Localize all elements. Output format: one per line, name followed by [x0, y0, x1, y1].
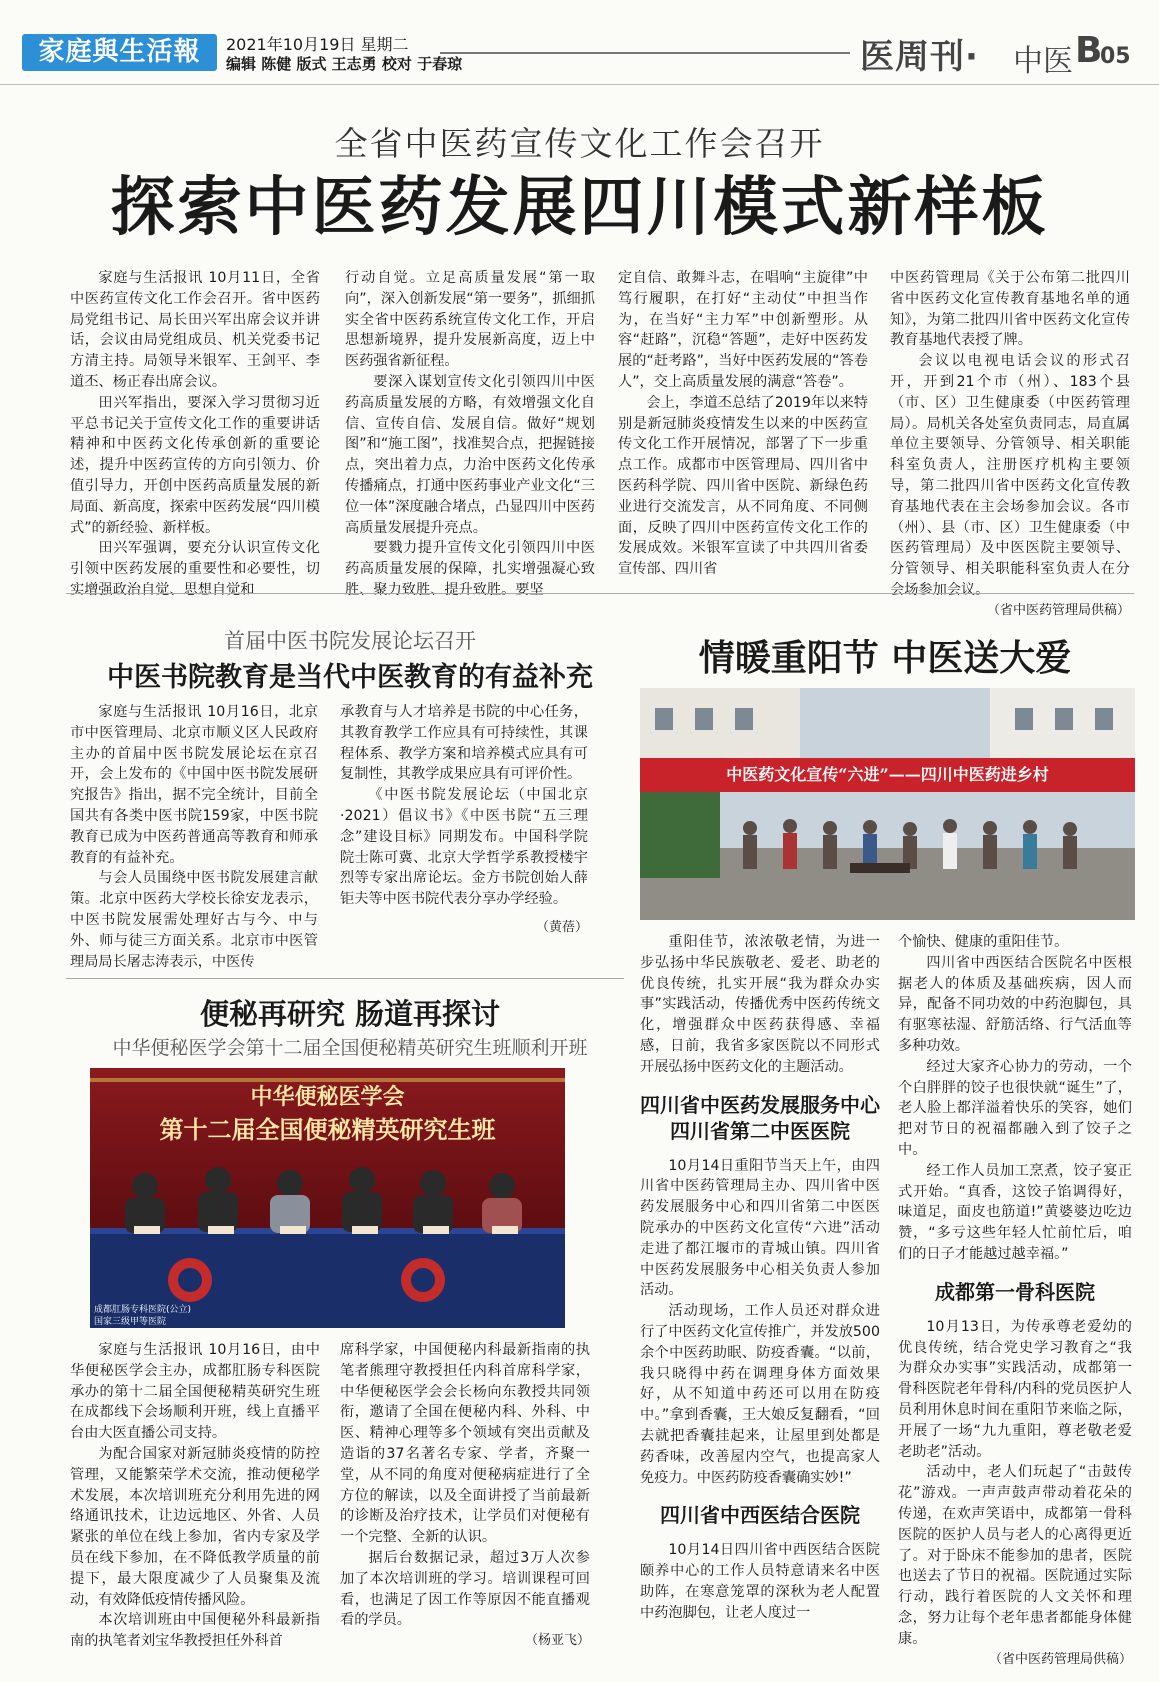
- article4-credit: （省中医药管理局供稿）: [988, 1651, 1132, 1667]
- masthead-rule: [440, 52, 850, 54]
- paragraph: 承教育与人才培养是书院的中心任务，其教育教学工作应具有可持续性，其课程体系、教学方案和培养模式应具有可复制性，其教学成果应具有可评价性。: [340, 704, 588, 783]
- editors-credit: 编辑 陈健 版式 王志勇 校对 于春琼: [226, 55, 463, 73]
- paragraph: 要深入谋划宣传文化引领四川中医药高质量发展的方略，有效增强文化自信、宣传自信、发展自信。做好“规划图”和“施工图”，找准契合点，把握链接点，突出着力点，力治中医药文化传承传播痛点，打通中医药事业产业文化“三位一体”深度融合堵点，凸显四川中医药高质量发展提升亮点。: [345, 373, 595, 536]
- paragraph: 家庭与生活报讯 10月11日，全省中医药宣传文化工作会召开。省中医药局党组书记、局长田兴军出席会议并讲话，会议由局党组成员、机关党委书记方清主持。局领导米银军、王剑平、李道丕、杨正春出席会议。: [70, 270, 320, 390]
- article2-headline: 中医书院教育是当代中医教育的有益补充: [107, 662, 593, 693]
- article2-column-1: [70, 702, 318, 972]
- article3-headline: 便秘再研究 肠道再探讨: [199, 997, 501, 1031]
- page-number: 05: [1100, 44, 1131, 69]
- paragraph: 重阳佳节，浓浓敬老情，为进一步弘扬中华民族敬老、爱老、助老的优良传统，扎实开展“我为群众办实事”实践活动，传播优秀中医药传统文化，增强群众中医药获得感、幸福感，日前，我省多家医院以不同形式开展弘扬中医药文化的主题活动。: [640, 934, 880, 1075]
- photo-event-banner: 中医药文化宣传“六进”——四川中医药进乡村: [640, 758, 1135, 792]
- article1-column-4: [890, 268, 1130, 622]
- article3-column-2: [340, 1340, 590, 1652]
- paragraph: 活动现场，工作人员还对群众进行了中医药文化宣传推广，并发放500余个中医药助眠、防疫香囊。“以前，我只晓得中药在调理身体方面效果好，从不知道中药还可以用在防疫中。”拿到香囊，王大娘反复翻看，“回去就把香囊挂起来，让屋里到处都是药香味，改善屋内空气，也提高家人免疫力。中医药防疫香囊确实妙!”: [640, 1303, 880, 1486]
- masthead-divider: [0, 84, 1159, 85]
- article3-credit: （杨亚飞）: [524, 1633, 590, 1649]
- paragraph: 会上，李道丕总结了2019年以来特别是新冠肺炎疫情发生以来的中医药宣传文化工作开展情况，部署了下一步重点工作。成都市中医管理局、四川省中医药科学院、四川省中医院、新绿色药业进行交流发言，从不同角度、不同侧面，反映了四川中医药宣传文化工作的发展成效。米银军宣读了中共四川省委宣传部、四川省: [618, 394, 868, 578]
- page-letter: B: [1075, 30, 1103, 71]
- paragraph: 田兴军指出，要深入学习贯彻习近平总书记关于宣传文化工作的重要讲话精神和中医药文化传承创新的重要论述，提升中医药宣传的方向引领力、价值引导力，开创中医药高质量发展的新局面、新高度，探索中医药发展“四川模式”的新经验、新样板。: [70, 394, 320, 536]
- article2-credit: （黄蓓）: [535, 919, 588, 935]
- paragraph: 定自信、敢舞斗志，在唱响“主旋律”中笃行履职，在打好“主动仗”中担当作为，在当好“主力军”中创新塑形。从容“赶路”，沉稳“答题”，走好中医药发展的“赶考路”，当好中医药发展的“答卷人”，交上高质量发展的满意“答卷”。: [618, 270, 868, 390]
- section-title: 医周刊·: [860, 37, 979, 77]
- paragraph: 经工作人员加工烹煮，饺子宴正式开始。“真香，这饺子馅调得好，味道足，面皮也筋道!”黄婆婆边吃边赞，“多亏这些年轻人忙前忙后，咱们的日子才能越过越幸福。”: [898, 1162, 1132, 1262]
- article4-column-2: [898, 932, 1132, 1670]
- paragraph: 活动中，老人们玩起了“击鼓传花”游戏。一声声鼓声带动着花朵的传递，在欢声笑语中，成都第一骨科医院的医护人员与老人的心离得更近了。对于卧床不能参加的患者，医院也送去了节日的祝福。医院通过实际行动，践行着医院的人文关怀和理念，努力让每个老年患者都能身体健康。: [898, 1464, 1132, 1647]
- box2-heading: 四川省中西医结合医院: [660, 1503, 860, 1528]
- paragraph: 10月14日四川省中西医结合医院颐养中心的工作人员特意请来名中医助阵，在寒意笼罩的深秋为老人配置中药泡脚包，让老人度过一: [640, 1542, 880, 1621]
- paragraph: 经过大家齐心协力的劳动，一个个白胖胖的饺子也很快就“诞生”了，老人脸上都洋溢着快乐的笑容，她们把对节日的祝福都融入到了饺子之中。: [898, 1058, 1132, 1158]
- newspaper-logo: 家庭與生活報: [22, 34, 217, 71]
- photo-hospital-grade: 国家三级甲等医院: [94, 1317, 167, 1327]
- paragraph: 中医药管理局《关于公布第二批四川省中医药文化宣传教育基地名单的通知》，为第二批四川省中医药文化宣传教育基地代表授了牌。: [890, 270, 1130, 349]
- section-subtitle: 中医: [1013, 44, 1073, 79]
- paragraph: 《中医书院发展论坛（中国北京·2021）倡议书》《中医书院“五三理念”建设目标》同期发布。中国科学院院士陈可冀、北京大学哲学系教授楼宇烈等专家出席论坛。金方书院创始人薛钜夫等中医书院代表分享办学经验。: [340, 787, 588, 908]
- article1-column-1: [70, 268, 320, 601]
- paragraph: 席科学家，中国便秘内科最新指南的执笔者熊理守教授担任内科首席科学家，中华便秘医学会会长杨向东教授共同领衔，邀请了全国在便秘内科、外科、中医、精神心理等多个领域有突出贡献及造诣的37名著名专家、学者，齐聚一堂，从不同的角度对便秘病症进行了全方位的解读，以及全面讲授了当前最新的诊断及治疗技术，让学员们对便秘有一个完整、全新的认识。: [340, 1342, 590, 1546]
- photo-banner-line2: 第十二届全国便秘精英研究生班: [159, 1115, 496, 1144]
- box1-heading: [640, 1092, 880, 1144]
- article2-column-2: [340, 702, 588, 939]
- article3-column-1: [70, 1340, 320, 1652]
- paragraph: 据后台数据记录，超过3万人次参加了本次培训班的学习。培训课程可回看，也满足了因工作等原因不能直播观看的学员。: [340, 1549, 590, 1629]
- paragraph: 四川省中西医结合医院名中医根据老人的体质及基础疾病，因人而异，配备不同功效的中药泡脚包，具有驱寒祛湿、舒筋活络、行气活血等多种功效。: [898, 954, 1132, 1054]
- article1-column-3: [618, 268, 868, 580]
- article1-kicker: 全省中医药宣传文化工作会召开: [334, 124, 825, 163]
- article1-column-2: [345, 268, 595, 601]
- article-divider: [66, 978, 624, 979]
- article4-column-1: [640, 932, 880, 1624]
- paragraph: 会议以电视电话会议的形式召开，开到21个市（州）、183个县（市、区）卫生健康委（中医药管理局）。局机关各处室负责同志，局直属单位主要领导、分管领导、相关职能科室负责人，注册医疗机构主要领导，第二批四川省中医药文化宣传教育基地代表在主会场参加会议。各市（州）、县（市、区）卫生健康委（中医药管理局）及中医医院主要领导、分管领导、相关职能科室负责人在分会场参加会议。: [890, 353, 1130, 598]
- article3-kicker: 中华便秘医学会第十二届全国便秘精英研究生班顺利开班: [112, 1037, 588, 1059]
- box3-heading: 成都第一骨科医院: [935, 1279, 1095, 1304]
- article1-credit: （省中医药管理局供稿）: [986, 602, 1130, 618]
- paragraph: 为配合国家对新冠肺炎疫情的防控管理，又能繁荣学术交流，推动便秘学术发展，本次培训班充分利用先进的网络通讯技术，让边远地区、外省、人员紧张的单位在线上参加，省内专家及学员在线下参加，在不降低教学质量的前提下，最大限度减少了人员聚集及流动，有效降低疫情传播风险。: [70, 1445, 320, 1608]
- issue-date: 2021年10月19日 星期二: [226, 35, 409, 54]
- village-event-photo-illustration: [640, 688, 1135, 920]
- paragraph: 家庭与生活报讯 10月16日，由中华便秘医学会主办，成都肛肠专科医院承办的第十二届全国便秘精英研究生班在成都线下会场顺利开班，线上直播平台由大医直播公司支持。: [70, 1342, 320, 1442]
- article1-headline: 探索中医药发展四川模式新样板: [110, 170, 1049, 245]
- paragraph: 要戮力提升宣传文化引领四川中医药高质量发展的保障，扎实增强凝心致胜、聚力致胜、提升致胜。要坚: [345, 540, 595, 598]
- paragraph: 家庭与生活报讯 10月16日，北京市中医管理局、北京市顺义区人民政府主办的首届中医书院发展论坛在京召开，会上发布的《中国中医书院发展研究报告》指出，据不完全统计，目前全国共有各类中医书院159家，中医书院教育已成为中医药普通高等教育和师承教育的有益补充。: [70, 704, 318, 866]
- article4-headline: 情暖重阳节 中医送大爱: [698, 637, 1072, 679]
- paragraph: 10月14日重阳节当天上午，由四川省中医药管理局主办、四川省中医药发展服务中心和四川省第二中医医院承办的中医药文化宣传“六进”活动走进了都江堰市的青城山镇。四川省中医药发展服务中心相关负责人参加活动。: [640, 1157, 880, 1299]
- article3-photo: [90, 1068, 565, 1328]
- photo-hospital-sign: 成都肛肠专科医院(公立): [94, 1305, 192, 1315]
- article4-photo: [640, 688, 1135, 920]
- paragraph: 行动自觉。立足高质量发展“第一取向”，深入创新发展“第一要务”，抓细抓实全省中医药系统宣传文化工作，开启思想新境界，提升发展新高度，迈上中医药强省新征程。: [345, 270, 595, 370]
- photo-banner-line1: 中华便秘医学会: [250, 1084, 405, 1110]
- paragraph: 10月13日，为传承尊老爱幼的优良传统，结合党史学习教育之“我为群众办实事”实践活动，成都第一骨科医院老年骨科/内科的党员医护人员利用休息时间在重阳节来临之际，开展了一场“九九重阳，尊老敬老爱老助老”活动。: [898, 1318, 1132, 1460]
- article2-kicker: 首届中医书院发展论坛召开: [224, 629, 476, 653]
- paragraph: 田兴军强调，要充分认识宣传文化引领中医药发展的重要性和必要性，切实增强政治自觉、思想自觉和: [70, 540, 320, 598]
- box1-heading-line1: 四川省中医药发展服务中心: [640, 1092, 880, 1117]
- box1-heading-line2: 四川省第二中医医院: [670, 1118, 850, 1143]
- paragraph: 个愉快、健康的重阳佳节。: [898, 934, 1069, 950]
- article-divider: [66, 593, 1134, 594]
- paragraph: 本次培训班由中国便秘外科最新指南的执笔者刘宝华教授担任外科首: [70, 1612, 320, 1650]
- paragraph: 与会人员围绕中医书院发展建言献策。北京中医药大学校长徐安龙表示，中医书院发展需处理好古与今、中与外、师与徒三方面关系。北京市中医管理局局长屠志涛表示，中医传: [70, 870, 318, 970]
